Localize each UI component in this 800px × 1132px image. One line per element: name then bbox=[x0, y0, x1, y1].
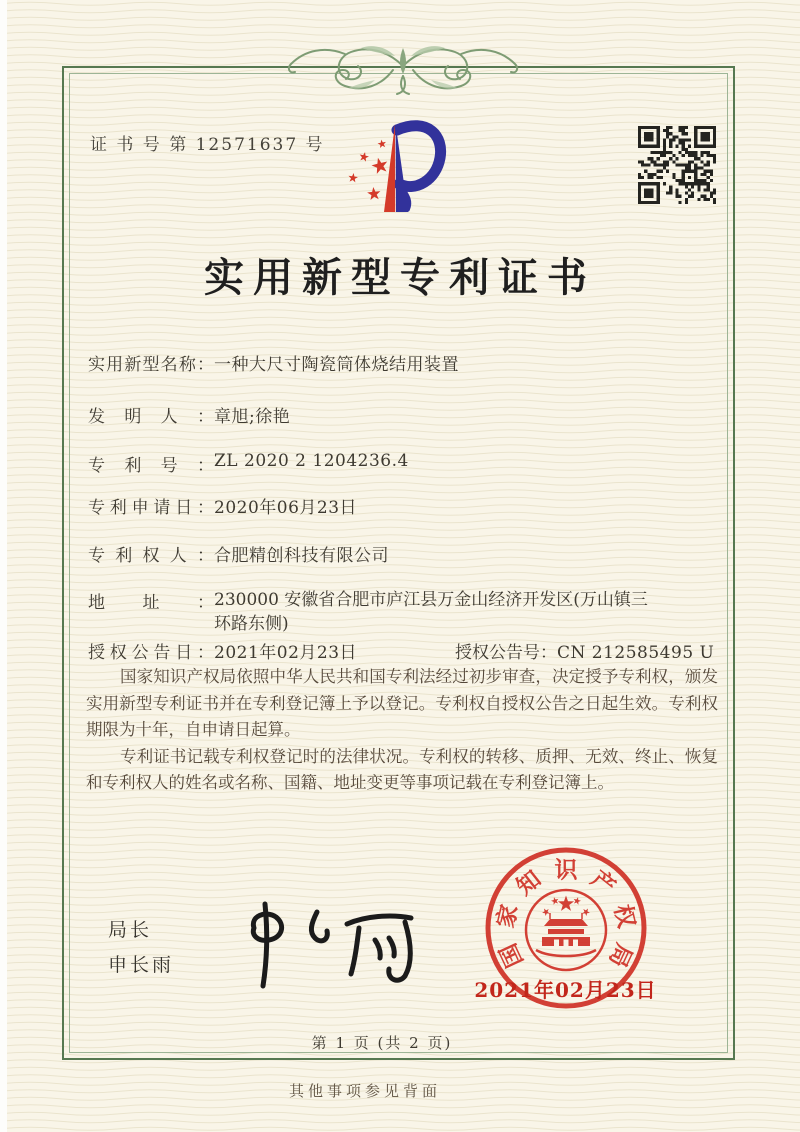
back-side-note: 其他事项参见背面 bbox=[288, 1082, 441, 1100]
qr-code bbox=[638, 126, 716, 204]
svg-text:权: 权 bbox=[608, 901, 641, 931]
cnipa-logo bbox=[340, 110, 465, 228]
national-emblem bbox=[526, 890, 606, 970]
commissioner-title: 局长 bbox=[108, 919, 153, 941]
scan-edge-strip bbox=[0, 0, 7, 1132]
handwritten-signature bbox=[235, 898, 430, 993]
svg-text:局: 局 bbox=[603, 939, 638, 972]
field-value bbox=[214, 588, 648, 636]
svg-text:产: 产 bbox=[585, 865, 621, 901]
field-row-patent-number bbox=[88, 451, 409, 476]
field-label: 发明人： bbox=[88, 407, 214, 427]
field-row-grant bbox=[88, 638, 715, 663]
address-line-2: 环路东侧) bbox=[214, 614, 289, 634]
legal-text-block bbox=[86, 664, 718, 797]
field-label: 专利权人： bbox=[88, 546, 214, 566]
top-flourish-ornament bbox=[285, 40, 521, 102]
page-number: 第 1 页 (共 2 页) bbox=[311, 1034, 453, 1052]
field-label: 实用新型名称： bbox=[88, 355, 214, 375]
svg-text:识: 识 bbox=[554, 856, 578, 884]
field-label: 授权公告号： bbox=[455, 643, 557, 663]
field-value: CN 212585495 U bbox=[557, 643, 715, 663]
legal-paragraph-2: 专利证书记载专利权登记时的法律状况。专利权的转移、质押、无效、终止、恢复和专利权人的姓名或名称、国籍、地址变更等事项记载在专利登记簿上。 bbox=[86, 746, 718, 792]
grant-number-group bbox=[455, 638, 714, 663]
field-label: 专利申请日： bbox=[88, 498, 214, 518]
field-label: 授权公告日： bbox=[88, 643, 214, 663]
legal-paragraph-1: 国家知识产权局依照中华人民共和国专利法经过初步审查，决定授予专利权，颁发实用新型专利证书并在专利登记簿上予以登记。专利权自授权公告之日起生效。专利权期限为十年，自申请日起算。 bbox=[86, 667, 718, 739]
field-value: 2020年06月23日 bbox=[214, 498, 358, 518]
field-value: ZL 2020 2 1204236.4 bbox=[214, 451, 409, 471]
field-value: 章旭;徐艳 bbox=[214, 407, 291, 427]
field-row-name bbox=[88, 350, 459, 375]
field-row-address bbox=[88, 588, 648, 636]
svg-text:知: 知 bbox=[511, 865, 547, 901]
certificate-number: 证 书 号 第 12571637 号 bbox=[90, 135, 325, 155]
field-value: 一种大尺寸陶瓷筒体烧结用装置 bbox=[214, 355, 459, 375]
svg-text:家: 家 bbox=[491, 901, 524, 931]
field-row-filing-date bbox=[88, 493, 357, 518]
field-label: 专利号： bbox=[88, 456, 214, 476]
certificate-title: 实用新型专利证书 bbox=[204, 254, 596, 301]
field-row-patentee bbox=[88, 541, 389, 566]
field-row-inventor bbox=[88, 402, 290, 427]
logo-p-bowl bbox=[397, 126, 441, 187]
seal-ring-text bbox=[492, 857, 641, 972]
field-value: 合肥精创科技有限公司 bbox=[214, 546, 389, 566]
field-value: 2021年02月23日 bbox=[214, 643, 358, 663]
commissioner-name: 申长雨 bbox=[108, 954, 175, 976]
svg-text:国: 国 bbox=[494, 939, 529, 972]
logo-triangle-red bbox=[384, 124, 395, 212]
field-label: 地址： bbox=[88, 593, 214, 613]
address-line-1: 230000 安徽省合肥市庐江县万金山经济开发区(万山镇三 bbox=[214, 590, 648, 610]
seal-date: 2021年02月23日 bbox=[474, 978, 657, 1002]
logo-stars bbox=[349, 140, 388, 200]
